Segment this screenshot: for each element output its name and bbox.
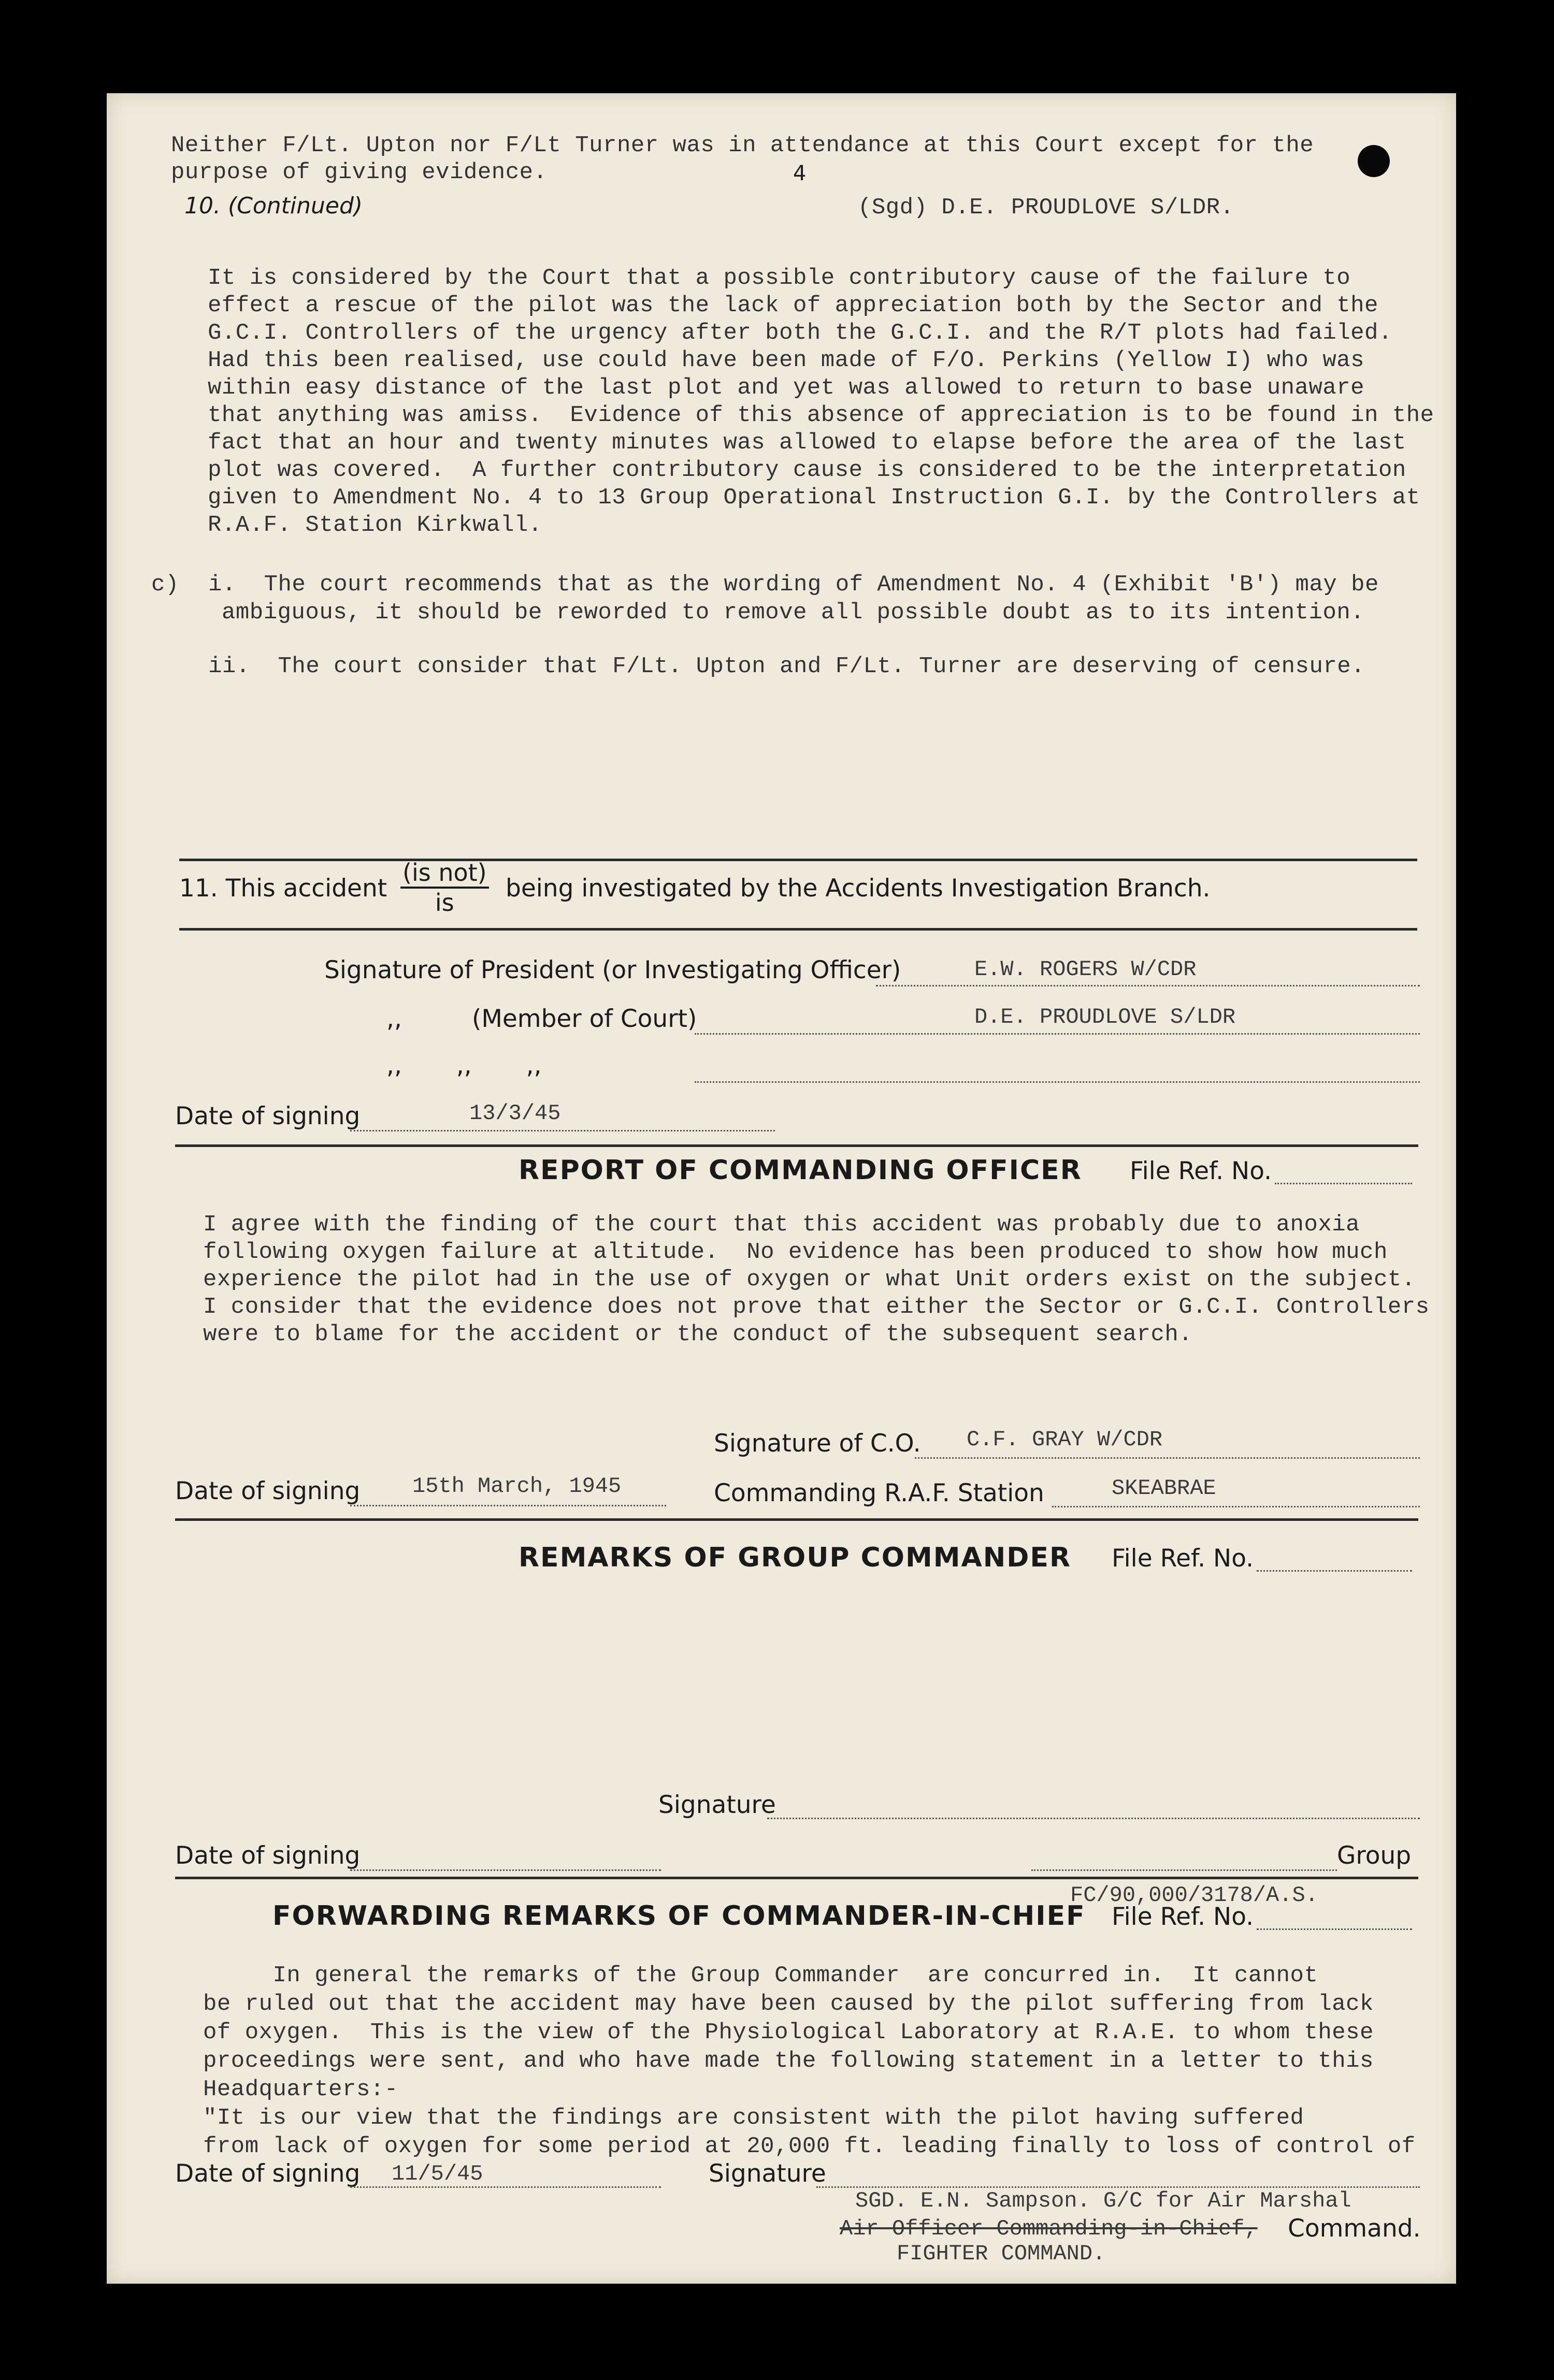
cinc-date-label: Date of signing bbox=[175, 2159, 361, 2188]
date-line bbox=[350, 1130, 775, 1131]
court-finding-line: R.A.F. Station Kirkwall. bbox=[208, 512, 542, 538]
court-finding-line: within easy distance of the last plot and yet was allowed to return to base unaware bbox=[208, 375, 1365, 401]
co-date-label: Date of signing bbox=[175, 1477, 361, 1505]
cinc-signature-label: Signature bbox=[709, 2159, 826, 2188]
section-10-label: 10. (Continued) bbox=[184, 193, 363, 219]
header-line-1: Neither F/Lt. Upton nor F/Lt Turner was in attendance at this Court except for the bbox=[171, 133, 1314, 158]
station-line bbox=[1052, 1506, 1420, 1507]
cinc-remarks-line: "It is our view that the findings are consistent with the pilot having suffered bbox=[203, 2105, 1304, 2131]
section-11-suffix: being investigated by the Accidents Investigation Branch. bbox=[506, 874, 1211, 903]
recommendation-ii: ii. The court consider that F/Lt. Upton and F/Lt. Turner are deserving of censure. bbox=[208, 654, 1365, 679]
cinc-heading: FORWARDING REMARKS OF COMMANDER-IN-CHIEF bbox=[272, 1900, 1086, 1932]
cinc-remarks-line: be ruled out that the accident may have been caused by the pilot suffering from lack bbox=[203, 1991, 1374, 2017]
court-finding-line: fact that an hour and twenty minutes was allowed to elapse before the area of the last bbox=[208, 430, 1406, 456]
is-not-fraction bbox=[400, 859, 489, 917]
co-file-ref-label: File Ref. No. bbox=[1130, 1157, 1272, 1185]
header-signed: (Sgd) D.E. PROUDLOVE S/LDR. bbox=[858, 195, 1234, 221]
cinc-signature-line bbox=[816, 2186, 1420, 2188]
ditto-row: ,, ,, ,, bbox=[386, 1051, 542, 1080]
group-name-line bbox=[1031, 1869, 1337, 1871]
court-finding-line: effect a rescue of the pilot was the lack of appreciation both by the Sector and the bbox=[208, 293, 1378, 318]
cinc-aoc: Air Officer Commanding-in-Chief, bbox=[840, 2216, 1258, 2241]
co-signature-value: C.F. GRAY W/CDR bbox=[967, 1427, 1163, 1452]
cinc-date-line bbox=[350, 2186, 661, 2188]
court-finding-line: G.C.I. Controllers of the urgency after both the G.C.I. and the R/T plots had failed. bbox=[208, 320, 1392, 346]
co-date-value: 15th March, 1945 bbox=[412, 1474, 622, 1499]
fraction-bottom: is bbox=[435, 889, 454, 917]
document-page bbox=[107, 93, 1456, 2284]
divider-rule bbox=[175, 1877, 1418, 1879]
cinc-signed-by: SGD. E.N. Sampson. G/C for Air Marshal bbox=[855, 2188, 1351, 2213]
cinc-remarks-line: In general the remarks of the Group Commander are concurred in. It cannot bbox=[203, 1963, 1318, 1989]
recommendation-marker: c) bbox=[151, 572, 179, 598]
group-remarks-heading: REMARKS OF GROUP COMMANDER bbox=[519, 1542, 1071, 1573]
president-signature-line bbox=[876, 985, 1420, 986]
cinc-remarks-line: proceedings were sent, and who have made the following statement in a letter to this bbox=[203, 2048, 1374, 2074]
co-report-line: I agree with the finding of the court that this accident was probably due to anoxia bbox=[203, 1212, 1360, 1238]
group-date-label: Date of signing bbox=[175, 1841, 361, 1870]
president-signature-value: E.W. ROGERS W/CDR bbox=[974, 957, 1197, 982]
cinc-remarks-line: Headquarters:- bbox=[203, 2077, 398, 2102]
divider-rule bbox=[175, 1144, 1418, 1147]
member-signature-value: D.E. PROUDLOVE S/LDR bbox=[974, 1005, 1236, 1029]
divider-rule bbox=[175, 1518, 1418, 1521]
court-finding-line: Had this been realised, use could have been made of F/O. Perkins (Yellow I) who was bbox=[208, 347, 1365, 373]
group-file-ref-line bbox=[1257, 1570, 1412, 1572]
punch-hole bbox=[1358, 145, 1390, 177]
cinc-command-label: Command. bbox=[1288, 2214, 1421, 2243]
divider-rule bbox=[179, 928, 1417, 931]
cinc-fighter-command: FIGHTER COMMAND. bbox=[897, 2241, 1106, 2266]
group-file-ref-label: File Ref. No. bbox=[1112, 1544, 1254, 1573]
cinc-file-ref-value: FC/90,000/3178/A.S. bbox=[1070, 1883, 1318, 1908]
commanding-station-label: Commanding R.A.F. Station bbox=[714, 1479, 1044, 1507]
divider-rule bbox=[179, 859, 1417, 861]
co-report-line: experience the pilot had in the use of oxygen or what Unit orders exist on the subject. bbox=[203, 1267, 1416, 1293]
co-report-heading: REPORT OF COMMANDING OFFICER bbox=[519, 1155, 1082, 1186]
group-date-line bbox=[350, 1869, 661, 1871]
co-report-line: I consider that the evidence does not prove that either the Sector or G.C.I. Controllers bbox=[203, 1294, 1430, 1320]
cinc-date-value: 11/5/45 bbox=[392, 2161, 483, 2186]
court-finding-line: that anything was amiss. Evidence of this absence of appreciation is to be found in the bbox=[208, 402, 1434, 428]
court-finding-line: It is considered by the Court that a possible contributory cause of the failure to bbox=[208, 265, 1351, 291]
cinc-remarks-line: of oxygen. This is the view of the Physiological Laboratory at R.A.E. to whom these bbox=[203, 2020, 1374, 2045]
court-finding-line: given to Amendment No. 4 to 13 Group Operational Instruction G.I. by the Controllers at bbox=[208, 485, 1420, 511]
member-signature-line bbox=[695, 1033, 1420, 1035]
president-signature-label: Signature of President (or Investigating Officer) bbox=[324, 956, 901, 984]
date-of-signing-label: Date of signing bbox=[175, 1102, 361, 1130]
member-of-court-label: (Member of Court) bbox=[472, 1005, 697, 1033]
co-report-line: were to blame for the accident or the conduct of the subsequent search. bbox=[203, 1322, 1193, 1347]
co-signature-label: Signature of C.O. bbox=[714, 1429, 921, 1458]
group-signature-line bbox=[767, 1818, 1420, 1819]
third-member-line bbox=[695, 1081, 1420, 1083]
co-date-line bbox=[350, 1505, 666, 1506]
cinc-file-ref-label: File Ref. No. bbox=[1112, 1903, 1254, 1931]
recommendation-i-line-2: ambiguous, it should be reworded to remove all possible doubt as to its intention. bbox=[222, 600, 1365, 626]
date-of-signing-value: 13/3/45 bbox=[469, 1101, 561, 1126]
fraction-top: (is not) bbox=[400, 859, 489, 889]
recommendation-i-line-1: i. The court recommends that as the wording of Amendment No. 4 (Exhibit 'B') may be bbox=[208, 572, 1379, 598]
page-number: 4 bbox=[793, 162, 807, 185]
member-ditto: ,, bbox=[386, 1005, 402, 1033]
cinc-remarks-line: from lack of oxygen for some period at 20,000 ft. leading finally to loss of control of bbox=[203, 2134, 1416, 2159]
group-label: Group bbox=[1337, 1841, 1412, 1870]
co-signature-line bbox=[915, 1457, 1420, 1459]
station-value: SKEABRAE bbox=[1112, 1476, 1216, 1501]
court-finding-line: plot was covered. A further contributory cause is considered to be the interpretation bbox=[208, 457, 1406, 483]
co-report-line: following oxygen failure at altitude. No evidence has been produced to show how much bbox=[203, 1239, 1388, 1265]
header-line-2: purpose of giving evidence. bbox=[171, 159, 548, 185]
cinc-file-ref-line bbox=[1257, 1928, 1412, 1930]
co-file-ref-line bbox=[1275, 1183, 1412, 1184]
group-signature-label: Signature bbox=[658, 1791, 776, 1819]
section-11-prefix: 11. This accident bbox=[179, 874, 387, 903]
